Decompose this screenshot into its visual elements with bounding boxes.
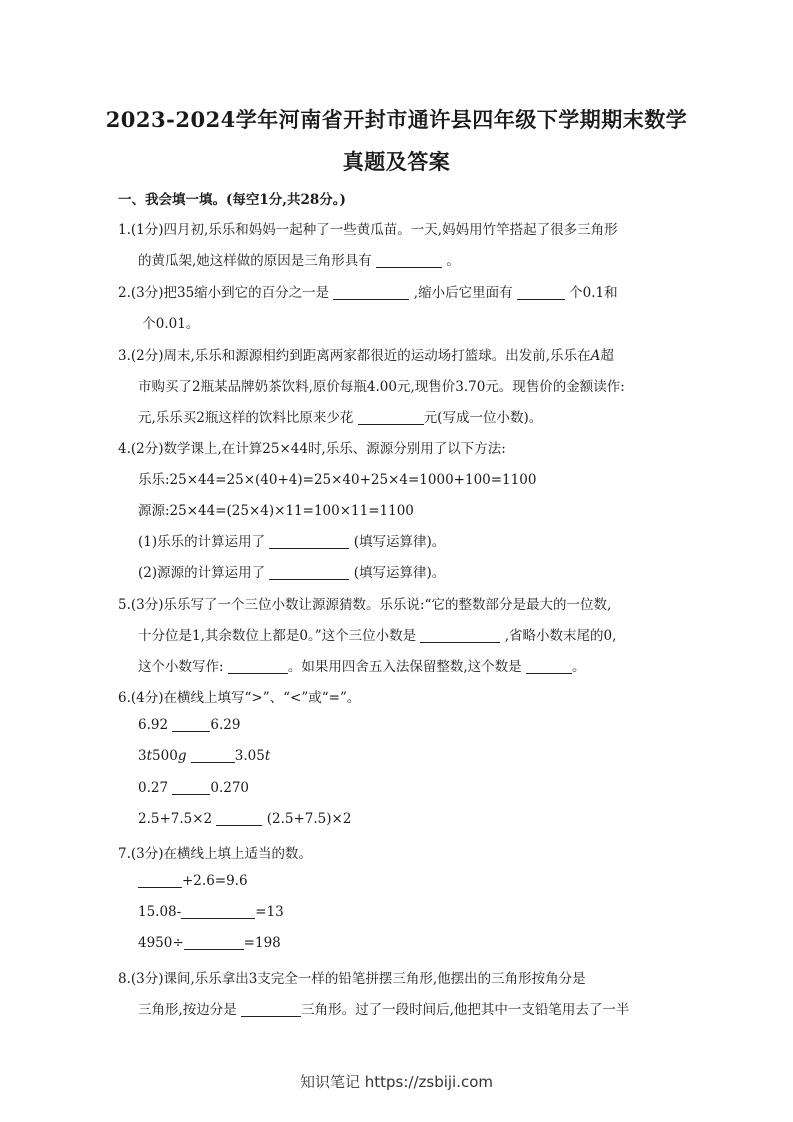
q2-line2 [138,312,199,332]
q2-blank1[interactable] [333,285,409,300]
q6-r2-unit-t: t [146,748,153,764]
q5-blank3[interactable] [526,659,572,674]
q4-blank1[interactable] [269,534,349,549]
q2-text4: 个0.01。 [142,316,200,332]
q2-blank2[interactable] [517,285,565,300]
q6-r2-right-unit-t: t [264,748,271,764]
q6-r3-left: 0.27 [138,780,169,796]
q1-line2 [138,249,460,269]
q6-line1: 6.(4分)在横线上填写“>”、“<”或“=”。 [118,690,361,706]
q5-line3 [138,655,585,675]
q5-line1: 5.(3分)乐乐写了一个三位小数让源源猜数。乐乐说:“它的整数部分是最大的一位数, [118,597,612,613]
q6-blank1[interactable] [172,717,210,732]
q7-r3-left: 4950÷ [138,935,184,951]
q7-row3 [138,935,281,951]
q5-text3: 这个小数写作: [138,659,224,675]
q7-row1 [138,873,248,889]
q6-r2-num1: 3 [138,748,147,764]
section-heading: 一、我会填一填。(每空1分,共28分。) [118,192,346,208]
q2-text2: ,缩小后它里面有 [413,285,513,301]
q4-sub1-end: (填写运算律)。 [353,534,446,550]
q6-r4-right: (2.5+7.5)×2 [266,811,352,827]
q6-blank4[interactable] [216,811,262,826]
q3-text3: 元,乐乐买2瓶这样的饮料比原来少花 [138,410,354,426]
q4-sub2-text: (2)源源的计算运用了 [138,565,266,581]
q3-text2: 超 [600,348,614,364]
q2-text1: 2.(3分)把35缩小到它的百分之一是 [118,285,330,301]
q3-line2: 市购买了2瓶某品牌奶茶饮料,原价每瓶4.00元,现售价3.70元。现售价的金额读作: [138,379,625,395]
q8-text2: 三角形。过了一段时间后,他把其中一支铅笔用去了一半 [301,1002,630,1018]
q4-sub2 [138,561,445,581]
q2-text3: 个0.1和 [569,285,618,301]
q5-text5: 。 [571,659,586,675]
q6-r1-right: 6.29 [210,717,241,733]
q8-blank[interactable] [241,1002,301,1017]
q5-text1: 十分位是1,其余数位上都是0。”这个三位小数是 [138,628,417,644]
footer-watermark: 知识笔记 https://zsbiji.com [299,1073,494,1091]
q6-r2-right: 3.05 [234,748,265,764]
q3-text4: 元(写成一位小数)。 [423,410,543,426]
q8-line2 [138,998,629,1018]
q7-r1-text: +2.6=9.6 [182,873,248,889]
q6-r3-right: 0.270 [210,780,250,796]
q5-text2: ,省略小数末尾的0, [504,628,617,644]
q6-r4-left: 2.5+7.5×2 [138,811,213,827]
q4-line1: 4.(2分)数学课上,在计算25×44时,乐乐、源源分别用了以下方法: [118,441,506,457]
page-title-line2: 真题及答案 [342,149,451,174]
q4-blank2[interactable] [269,565,349,580]
q6-blank2[interactable] [191,748,235,763]
q1-end: 。 [446,253,460,269]
q1-text: 的黄瓜架,她这样做的原因是三角形具有 [138,253,372,269]
q2-line1 [118,281,618,301]
q4-sub2-end: (填写运算律)。 [353,565,446,581]
q5-blank2[interactable] [228,659,288,674]
q3-blank[interactable] [358,410,424,425]
q8-text1: 三角形,按边分是 [138,1002,237,1018]
q7-blank1[interactable] [138,873,182,888]
q4-sub1-text: (1)乐乐的计算运用了 [138,534,266,550]
q7-r2-left: 15.08- [138,904,182,920]
q5-blank1[interactable] [420,628,500,643]
q6-r2-num2: 500 [152,748,178,764]
q5-line2 [138,624,616,644]
q8-line1: 8.(3分)课间,乐乐拿出3支完全一样的铅笔拼摆三角形,他摆出的三角形按角分是 [118,971,586,987]
page-title-line1: 2023-2024学年河南省开封市通许县四年级下学期期末数学 [105,107,688,132]
q6-row2 [138,748,270,764]
q6-r2-unit-g: g [177,748,187,764]
q6-r1-left: 6.92 [138,717,169,733]
q4-sub1 [138,530,445,550]
q1-line1: 1.(1分)四月初,乐乐和妈妈一起种了一些黄瓜苗。一天,妈妈用竹竿搭起了很多三角形 [118,222,618,238]
q7-r3-right: =198 [243,935,281,951]
q4-yuanyuan-method: 源源:25×44=(25×4)×11=100×11=1100 [138,503,414,519]
q6-blank3[interactable] [172,780,210,795]
q6-row1 [138,717,240,733]
q3-italic-a: A [590,348,601,364]
q6-row4 [138,811,351,827]
q7-blank3[interactable] [184,935,244,950]
q3-text1: 3.(2分)周末,乐乐和源源相约到距离两家都很近的运动场打篮球。出发前,乐乐在 [118,348,591,364]
q7-line1: 7.(3分)在横线上填上适当的数。 [118,846,313,862]
q1-blank[interactable] [376,253,442,268]
q6-row3 [138,780,249,796]
q7-r2-right: =13 [255,904,284,920]
q5-text4: 。如果用四舍五入法保留整数,这个数是 [287,659,522,675]
q7-row2 [138,904,284,920]
q3-line1 [118,344,614,364]
q4-lele-method: 乐乐:25×44=25×(40+4)=25×40+25×4=1000+100=1100 [138,472,537,488]
q3-line3 [138,406,542,426]
q7-blank2[interactable] [181,904,255,919]
